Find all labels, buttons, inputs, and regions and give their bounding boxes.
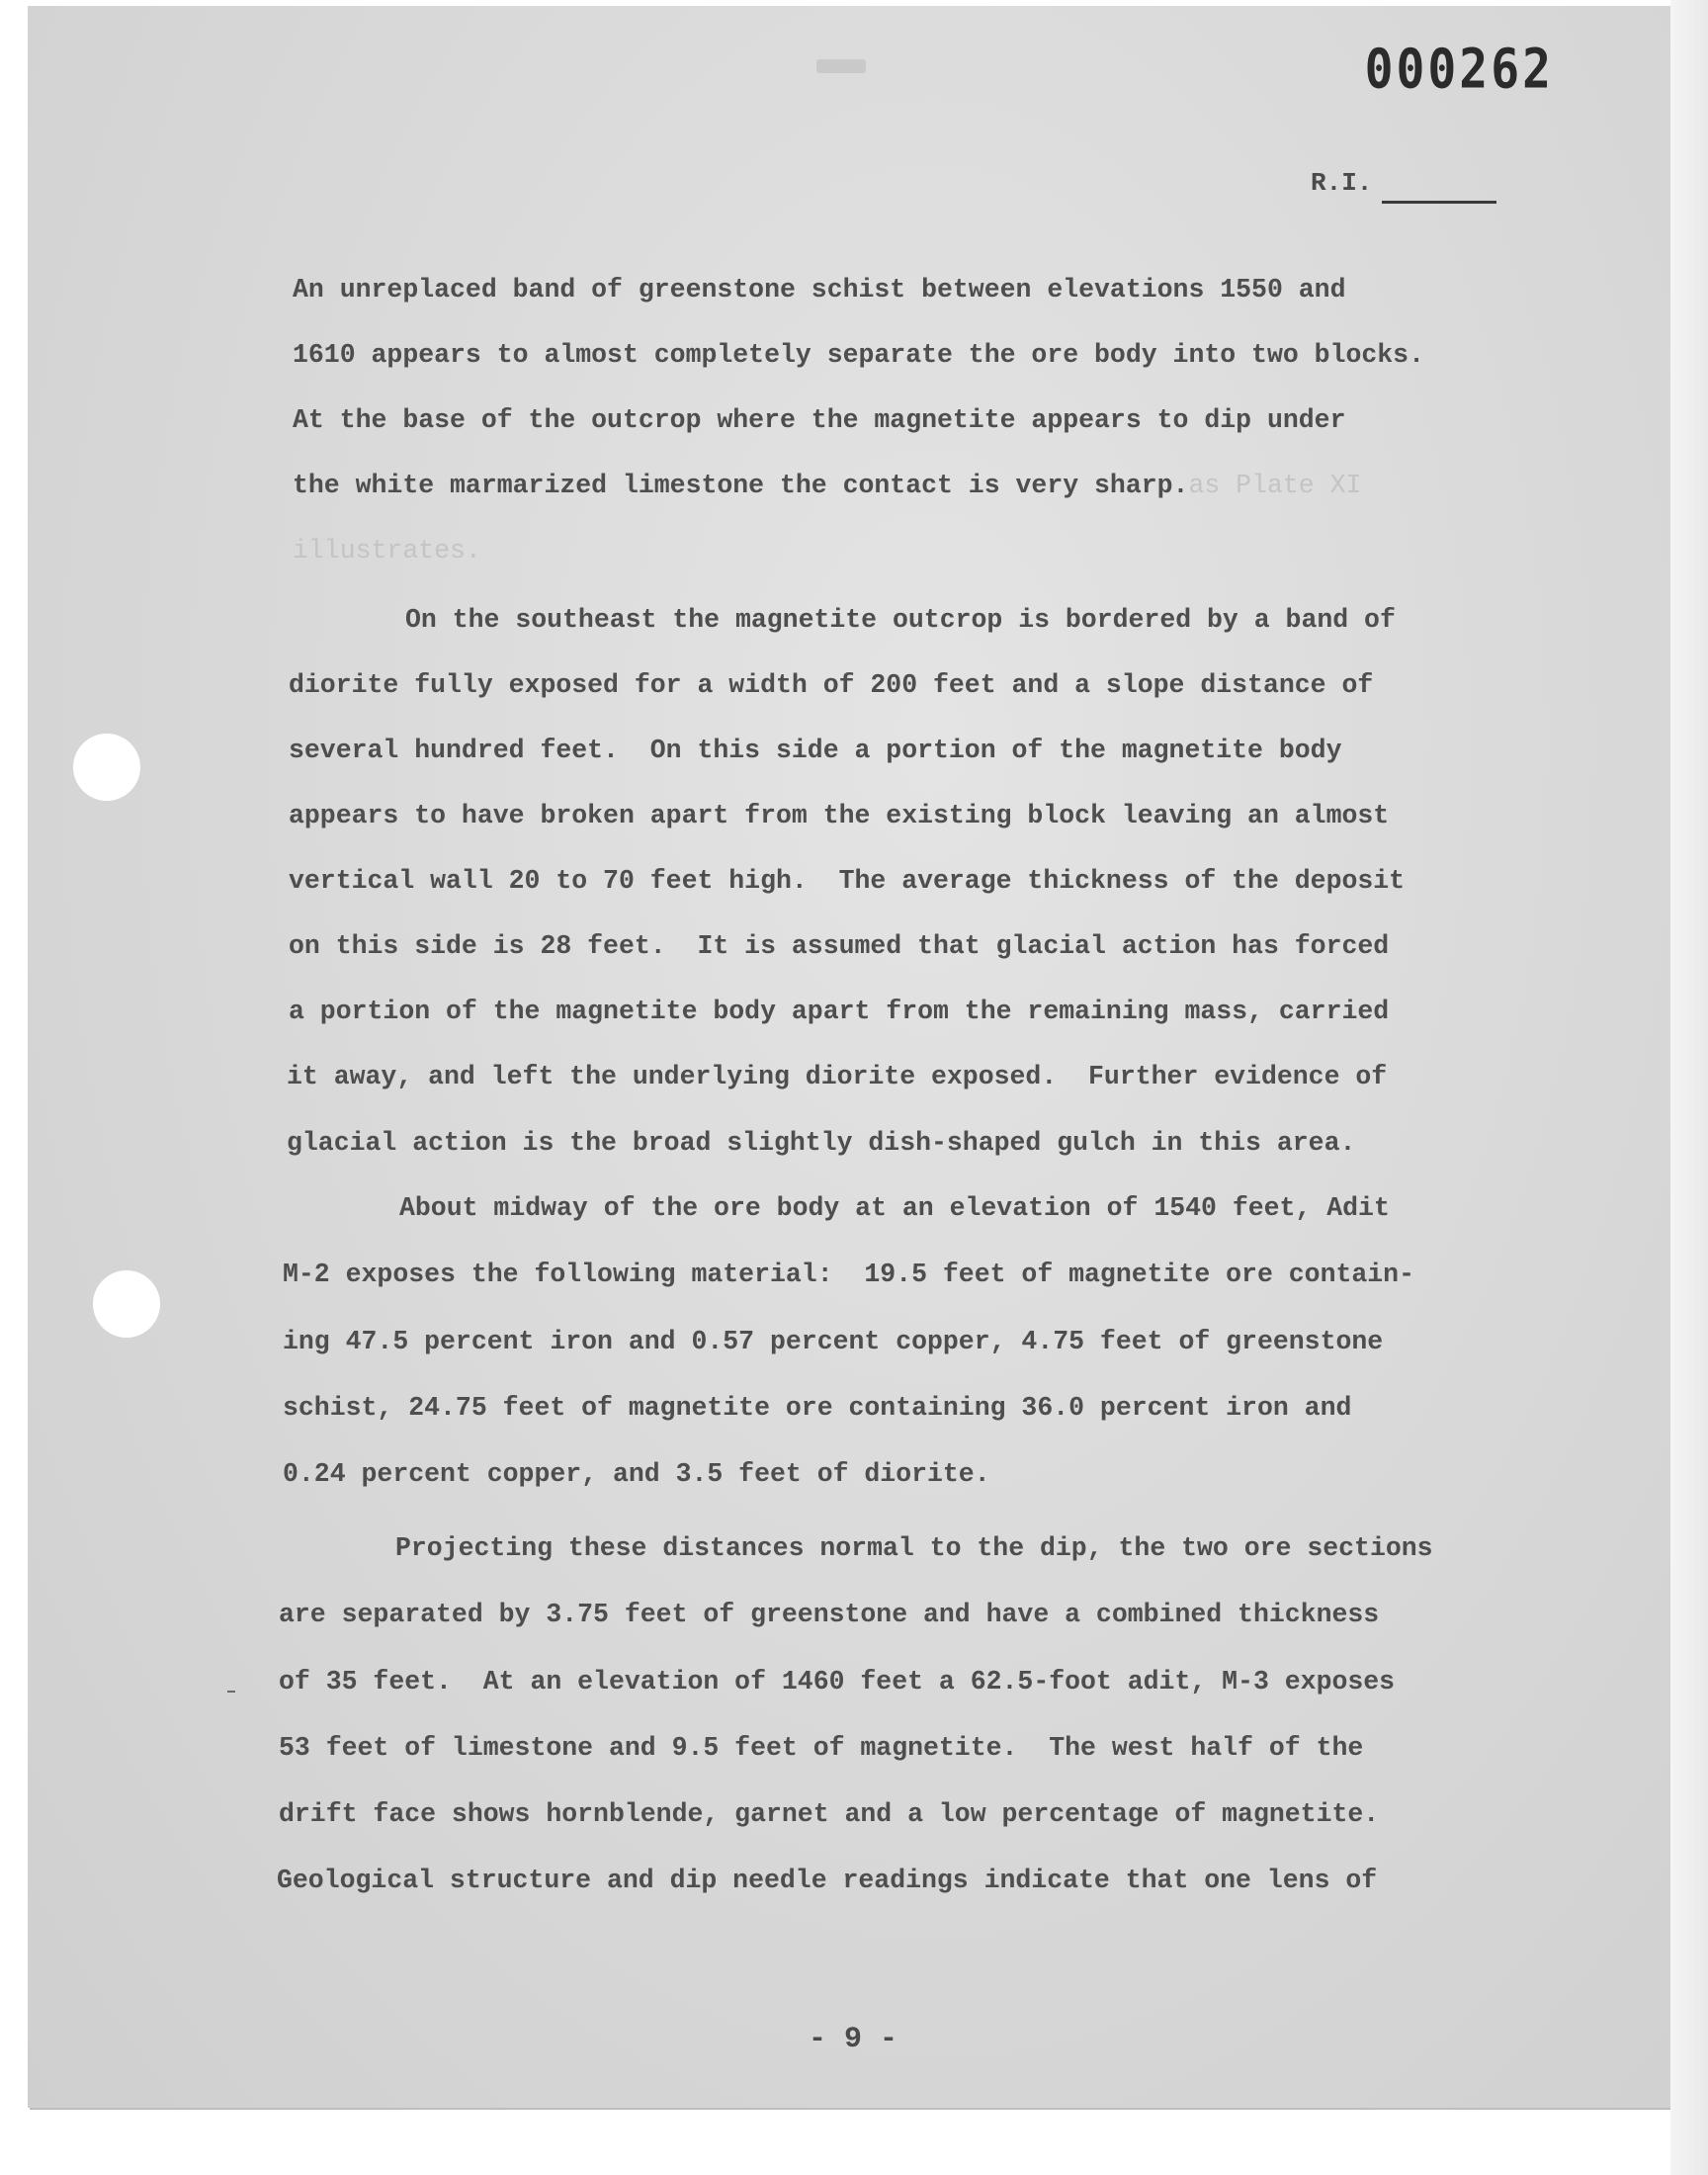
report-label: R.I. xyxy=(1311,168,1373,198)
text-line: the white marmarized limestone the contact is very sharp. xyxy=(293,471,1189,500)
text-line: several hundred feet. On this side a portion of the magnetite body xyxy=(289,736,1342,765)
faded-text: illustrates. xyxy=(293,536,481,566)
text-line: 0.24 percent copper, and 3.5 feet of diorite. xyxy=(283,1459,990,1489)
text-line: diorite fully exposed for a width of 200 feet and a slope distance of xyxy=(289,670,1374,700)
punch-hole xyxy=(73,734,140,801)
text-line: Geological structure and dip needle readings indicate that one lens of xyxy=(277,1866,1378,1895)
paper-sheet xyxy=(28,6,1670,2108)
text-line: An unreplaced band of greenstone schist between elevations 1550 and xyxy=(293,275,1346,304)
text-line: appears to have broken apart from the existing block leaving an almost xyxy=(289,801,1390,830)
text-line: of 35 feet. At an elevation of 1460 feet a 62.5-foot adit, M-3 exposes xyxy=(279,1667,1396,1696)
text-line: are separated by 3.75 feet of greenstone and have a combined thickness xyxy=(279,1600,1380,1629)
text-line: At the base of the outcrop where the magnetite appears to dip under xyxy=(293,405,1346,435)
report-number-blank xyxy=(1382,201,1496,204)
scan-edge xyxy=(1670,0,1708,2175)
text-line: glacial action is the broad slightly dish-shaped gulch in this area. xyxy=(287,1128,1356,1158)
text-line: M-2 exposes the following material: 19.5 feet of magnetite ore contain- xyxy=(283,1260,1414,1289)
text-line-group xyxy=(293,473,1361,499)
text-line: About midway of the ore body at an elevation of 1540 feet, Adit xyxy=(399,1193,1390,1223)
text-line: On the southeast the magnetite outcrop is bordered by a band of xyxy=(405,605,1396,635)
margin-mark xyxy=(227,1691,235,1693)
faded-text: as Plate XI xyxy=(1188,471,1362,500)
text-line: drift face shows hornblende, garnet and a low percentage of magnetite. xyxy=(279,1799,1380,1829)
text-line: ing 47.5 percent iron and 0.57 percent copper, 4.75 feet of greenstone xyxy=(283,1327,1384,1356)
text-line: a portion of the magnetite body apart from the remaining mass, carried xyxy=(289,997,1390,1026)
document-number: 000262 xyxy=(1364,37,1554,102)
text-line: it away, and left the underlying diorite exposed. Further evidence of xyxy=(287,1062,1388,1091)
text-line: Projecting these distances normal to the dip, the two ore sections xyxy=(395,1533,1433,1563)
text-line: vertical wall 20 to 70 feet high. The average thickness of the deposit xyxy=(289,866,1406,896)
page-number: - 9 - xyxy=(809,2023,898,2056)
text-line: 53 feet of limestone and 9.5 feet of magnetite. The west half of the xyxy=(279,1733,1364,1763)
text-line: schist, 24.75 feet of magnetite ore containing 36.0 percent iron and xyxy=(283,1393,1352,1423)
text-line: 1610 appears to almost completely separate the ore body into two blocks. xyxy=(293,340,1424,370)
text-line: on this side is 28 feet. It is assumed that glacial action has forced xyxy=(289,931,1390,961)
staple-mark xyxy=(816,59,866,73)
punch-hole xyxy=(93,1270,160,1338)
